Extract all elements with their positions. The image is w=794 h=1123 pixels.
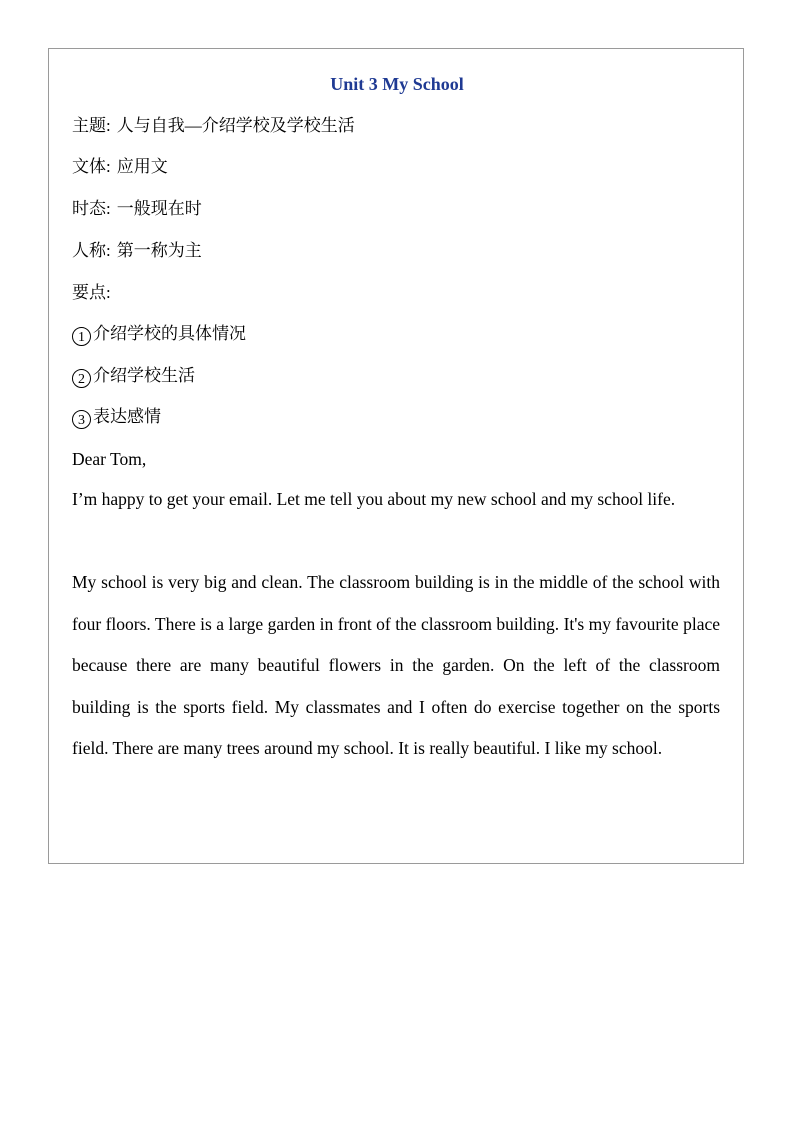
meta-label: 主题 bbox=[72, 116, 106, 135]
meta-label: 文体 bbox=[72, 157, 106, 176]
letter-greeting: Dear Tom, bbox=[72, 449, 147, 469]
point-item bbox=[72, 322, 722, 346]
meta-label: 要点 bbox=[72, 283, 106, 302]
letter-paragraph: My school is very big and clean. The classroom building is in the middle of the school with four floors. There is a large garden in front of the classroom building. It's my favourite place because there are many beautiful flowers in the garden. On the left of the classroom building is the sports field. My classmates and I often do exercise together on the sports field. There are many trees around my school. It is really beautiful. I like my school. bbox=[72, 572, 720, 759]
meta-genre: 文体: 应用文 bbox=[72, 157, 168, 176]
meta-theme: 主题: 人与自我—介绍学校及学校生活 bbox=[72, 116, 355, 135]
point-item bbox=[72, 364, 722, 388]
meta-value: 一般现在时 bbox=[116, 199, 202, 218]
circled-number: 3 bbox=[72, 410, 91, 429]
circled-number: 1 bbox=[72, 327, 91, 346]
letter-paragraph: I’m happy to get your email. Let me tell you about my new school and my school life. bbox=[72, 489, 676, 509]
point-text: 介绍学校的具体情况 bbox=[93, 324, 246, 343]
point-text: 介绍学校生活 bbox=[93, 366, 195, 385]
point-item bbox=[72, 405, 722, 429]
meta-value: 应用文 bbox=[116, 157, 168, 176]
meta-tense: 时态: 一般现在时 bbox=[72, 199, 202, 218]
page-title: Unit 3 My School bbox=[330, 74, 464, 94]
meta-value: 第一称为主 bbox=[116, 241, 202, 260]
meta-key-points: 要点: bbox=[72, 283, 111, 302]
circled-number: 2 bbox=[72, 369, 91, 388]
meta-value: 人与自我—介绍学校及学校生活 bbox=[116, 116, 355, 135]
meta-person: 人称: 第一称为主 bbox=[72, 241, 202, 260]
meta-label: 时态 bbox=[72, 199, 106, 218]
meta-label: 人称 bbox=[72, 241, 106, 260]
point-text: 表达感情 bbox=[93, 407, 161, 426]
